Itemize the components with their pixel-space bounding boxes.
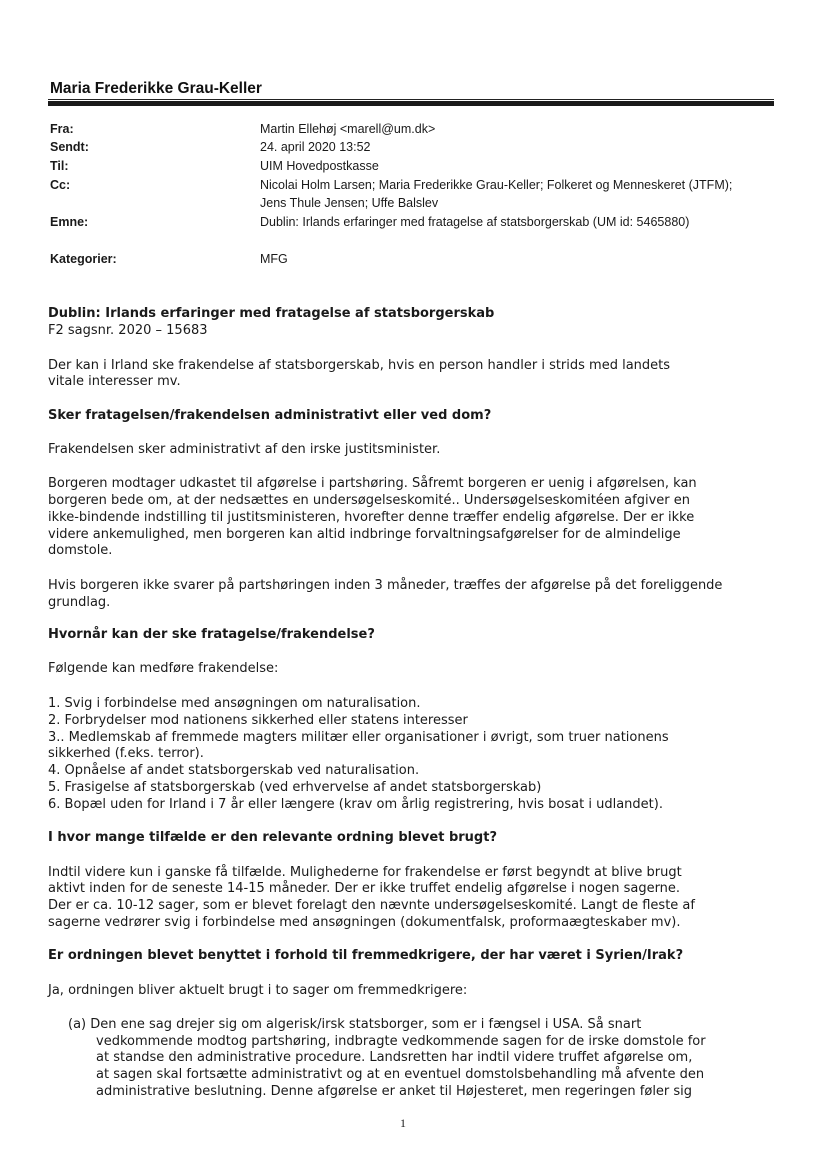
paragraph-line: ikke-bindende indstilling til justitsministeren, hvorefter denne træffer endelig afgørelse. Der er ikke: [48, 510, 695, 525]
paragraph-line: videre ankemulighed, men borgeren kan altid indbringe forvaltningsafgørelser for de almindelige: [48, 527, 681, 542]
paragraph-line: Ja, ordningen bliver aktuelt brugt i to sager om fremmedkrigere:: [48, 983, 468, 998]
section-heading: Hvornår kan der ske fratagelse/frakendelse?: [48, 627, 375, 642]
paragraph-line: domstole.: [48, 543, 113, 558]
header-rule-thick: [48, 101, 774, 106]
section-heading: Sker fratagelsen/frakendelsen administrativt eller ved dom?: [48, 408, 492, 423]
list-item: 4. Opnåelse af andet statsborgerskab ved naturalisation.: [48, 763, 420, 778]
paragraph-line: sagerne vedrører svig i forbindelse med ansøgningen (dokumentfalsk, proformaægteskaber mv).: [48, 915, 681, 930]
paragraph-line: Indtil videre kun i ganske få tilfælde. Mulighederne for frakendelse er først begyndt at blive brugt: [48, 865, 682, 880]
case-number: F2 sagsnr. 2020 – 15683: [48, 323, 208, 338]
field-label: Sendt:: [50, 140, 89, 154]
field-value: Nicolai Holm Larsen; Maria Frederikke Grau-Keller; Folkeret og Menneskeret (JTFM);: [260, 178, 733, 192]
field-value: Jens Thule Jensen; Uffe Balslev: [260, 196, 439, 210]
list-item: 1. Svig i forbindelse med ansøgningen om naturalisation.: [48, 696, 421, 711]
list-item-a-cont: at sagen skal fortsætte administrativt og at en eventuel domstolsbehandling må afvente den: [96, 1067, 705, 1082]
list-item-a-cont: at standse den administrative procedure. Landsretten har indtil videre truffet afgørelse om,: [96, 1050, 693, 1065]
page-number: 1: [400, 1116, 406, 1130]
list-item: 5. Frasigelse af statsborgerskab (ved erhvervelse af andet statsborgerskab): [48, 780, 542, 795]
list-item: 3.. Medlemskab af fremmede magters militær eller organisationer i øvrigt, som truer nationens: [48, 730, 669, 745]
field-value: Martin Ellehøj <marell@um.dk>: [260, 122, 436, 136]
field-label: Fra:: [50, 122, 74, 136]
intro-line: Der kan i Irland ske frakendelse af statsborgerskab, hvis en person handler i strids med landets: [48, 358, 671, 373]
field-value: UIM Hovedpostkasse: [260, 159, 379, 173]
list-item: sikkerhed (f.eks. terror).: [48, 746, 204, 761]
document-title: Dublin: Irlands erfaringer med fratagelse af statsborgerskab: [48, 306, 495, 321]
paragraph-line: Frakendelsen sker administrativt af den irske justitsminister.: [48, 442, 441, 457]
paragraph-line: Borgeren modtager udkastet til afgørelse i partshøring. Såfremt borgeren er uenig i afgørelsen, kan: [48, 476, 697, 491]
paragraph-line: borgeren bede om, at der nedsættes en undersøgelseskomité.. Undersøgelseskomitéen afgiver en: [48, 493, 690, 508]
section-heading: Er ordningen blevet benyttet i forhold til fremmedkrigere, der har været i Syrien/Irak?: [48, 948, 684, 963]
paragraph-line: Følgende kan medføre frakendelse:: [48, 661, 279, 676]
list-item-a: (a) Den ene sag drejer sig om algerisk/irsk statsborger, som er i fængsel i USA. Så snart: [68, 1017, 642, 1032]
paragraph-line: aktivt inden for de seneste 14-15 måneder. Der er ikke truffet endelig afgørelse i nogen sagerne.: [48, 881, 681, 896]
list-item: 6. Bopæl uden for Irland i 7 år eller længere (krav om årlig registrering, hvis bosat i udlandet).: [48, 797, 663, 812]
list-item: 2. Forbrydelser mod nationens sikkerhed eller statens interesser: [48, 713, 468, 728]
field-label: Kategorier:: [50, 252, 117, 266]
field-label: Til:: [50, 159, 69, 173]
paragraph-line: Der er ca. 10-12 sager, som er blevet forelagt den nævnte undersøgelseskomité. Langt de fleste af: [48, 898, 695, 913]
paragraph-line: grundlag.: [48, 595, 111, 610]
field-value: 24. april 2020 13:52: [260, 140, 371, 154]
intro-line: vitale interesser mv.: [48, 374, 181, 389]
list-item-a-cont: vedkommende modtog partshøring, indbragte vedkommende sagen for de irske domstole for: [96, 1034, 706, 1049]
section-heading: I hvor mange tilfælde er den relevante ordning blevet brugt?: [48, 830, 497, 845]
field-value: Dublin: Irlands erfaringer med fratagelse af statsborgerskab (UM id: 5465880): [260, 215, 690, 229]
document-owner-name: Maria Frederikke Grau-Keller: [50, 80, 262, 97]
list-item-a-cont: administrative beslutning. Denne afgørelse er anket til Højesteret, men regeringen føler sig: [96, 1084, 693, 1099]
field-label: Cc:: [50, 178, 71, 192]
paragraph-line: Hvis borgeren ikke svarer på partshøringen inden 3 måneder, træffes der afgørelse på det foreliggende: [48, 578, 723, 593]
header-rule-thin: [48, 99, 774, 100]
field-label: Emne:: [50, 215, 89, 229]
field-value: MFG: [260, 252, 288, 266]
